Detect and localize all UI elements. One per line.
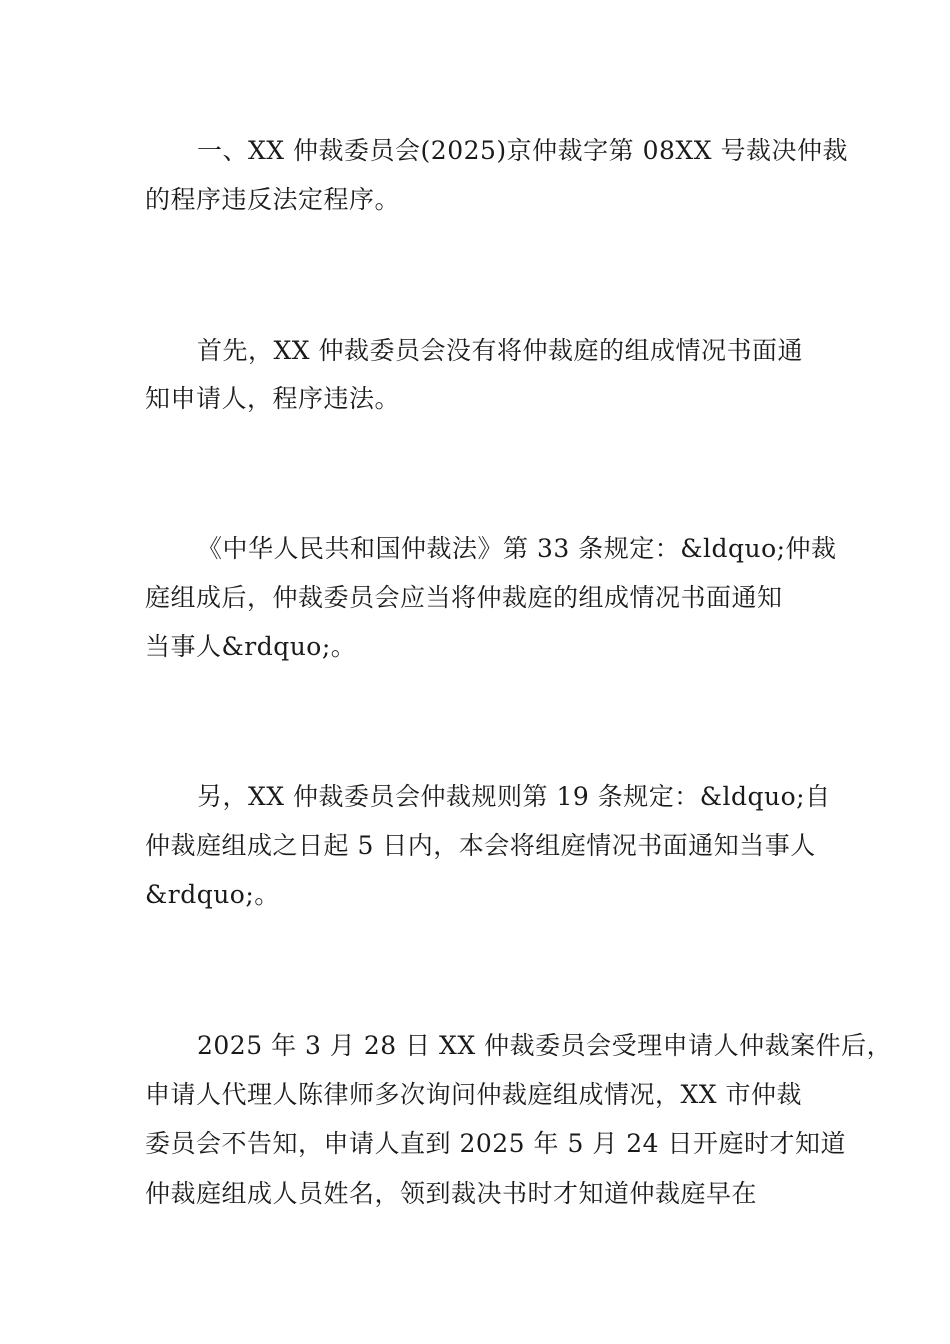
- paragraph-line: 2025 年 3 月 28 日 XX 仲裁委员会受理申请人仲裁案件后，: [197, 1031, 893, 1060]
- paragraph-line: &rdquo;。: [145, 880, 280, 909]
- paragraph-line: 庭组成后，仲裁委员会应当将仲裁庭的组成情况书面通知: [145, 583, 783, 612]
- paragraph-line: 首先，XX 仲裁委员会没有将仲裁庭的组成情况书面通: [197, 336, 804, 365]
- paragraph-line: 知申请人，程序违法。: [145, 384, 401, 413]
- paragraph-line: 仲裁庭组成人员姓名，领到裁决书时才知道仲裁庭早在: [145, 1179, 758, 1208]
- paragraph-line: 申请人代理人陈律师多次询问仲裁庭组成情况，XX 市仲裁: [145, 1080, 803, 1109]
- paragraph-line: 委员会不告知，申请人直到 2025 年 5 月 24 日开庭时才知道: [145, 1129, 847, 1158]
- paragraph-line: 另，XX 仲裁委员会仲裁规则第 19 条规定：&ldquo;自: [197, 782, 831, 811]
- paragraph-line: 的程序违反法定程序。: [145, 185, 401, 214]
- paragraph-line: 一、XX 仲裁委员会(2025)京仲裁字第 08XX 号裁决仲裁: [197, 136, 848, 165]
- paragraph-line: 《中华人民共和国仲裁法》第 33 条规定：&ldquo;仲裁: [197, 534, 837, 563]
- paragraph-line: 仲裁庭组成之日起 5 日内，本会将组庭情况书面通知当事人: [145, 831, 816, 860]
- paragraph-line: 当事人&rdquo;。: [145, 632, 357, 661]
